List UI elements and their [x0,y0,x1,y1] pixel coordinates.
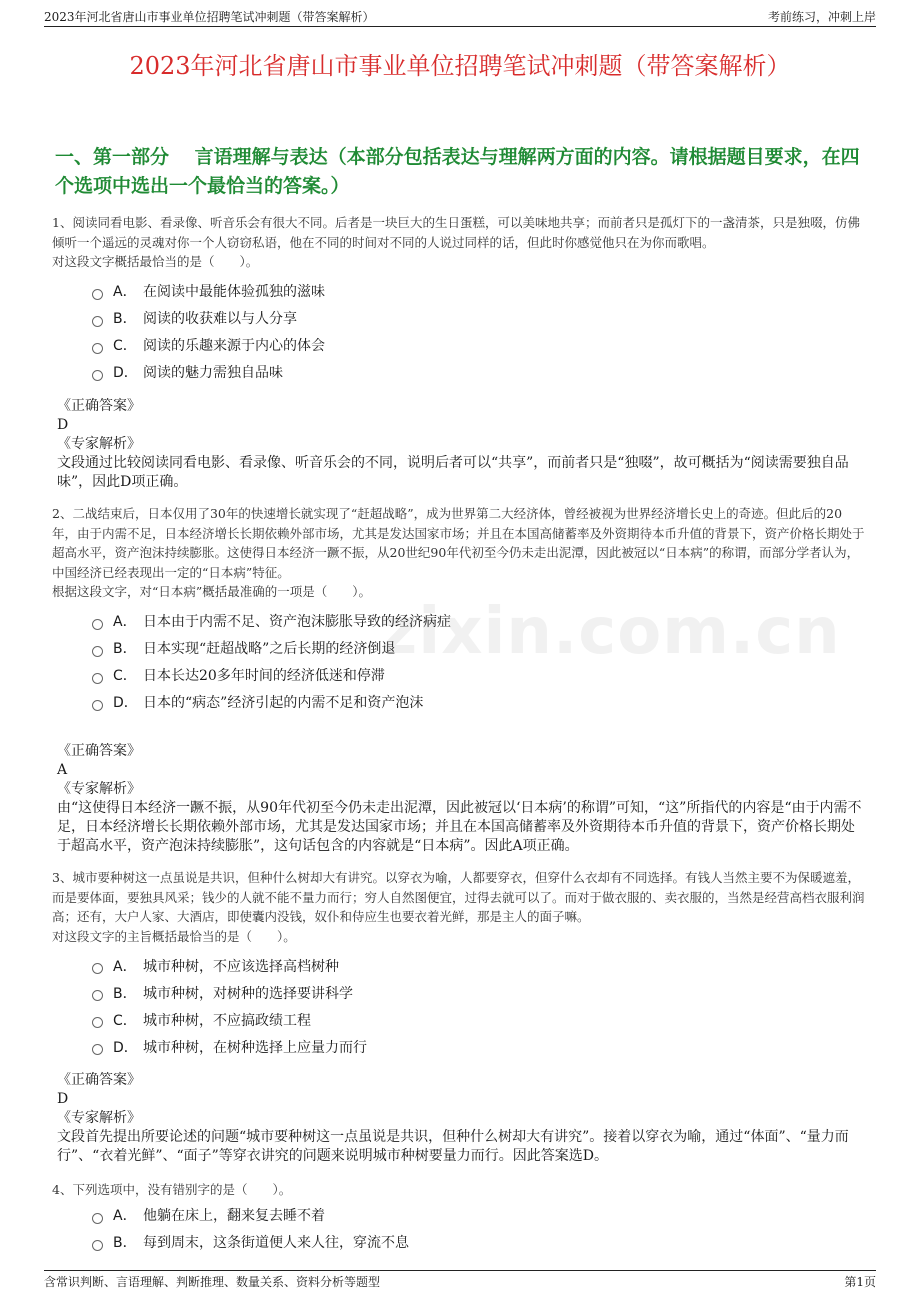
section-heading: 一、第一部分 言语理解与表达（本部分包括表达与理解两方面的内容。请根据题目要求，在四个选项中选出一个最恰当的答案。） [55,146,860,197]
option-text: 他躺在床上，翻来复去睡不着 [143,1208,325,1224]
correct-answer-value: D [57,417,69,433]
option-text: 日本实现“赶超战略”之后长期的经济倒退 [143,641,396,657]
radio-button-icon[interactable] [92,1213,103,1224]
correct-answer-label: 《正确答案》 [57,1072,141,1088]
option-b[interactable] [52,305,867,332]
page-header [44,8,876,27]
option-letter: A． [113,614,137,630]
explanation-label: 《专家解析》 [57,1110,141,1126]
answer-block-1 [57,397,867,492]
option-d[interactable] [52,359,867,386]
explanation-label: 《专家解析》 [57,781,141,797]
option-text: 日本的“病态”经济引起的内需不足和资产泡沫 [143,695,424,711]
option-c[interactable] [52,1006,867,1033]
option-text: 每到周末，这条街道便人来人往，穿流不息 [143,1235,409,1251]
option-letter: B． [113,641,137,657]
option-c[interactable] [52,332,867,359]
question-prompt: 对这段文字概括最恰当的是（ ）。 [52,254,259,269]
radio-button-icon[interactable] [92,646,103,657]
correct-answer-label: 《正确答案》 [57,398,141,414]
correct-answer-value: D [57,1091,69,1107]
header-left-text: 2023年河北省唐山市事业单位招聘笔试冲刺题（带答案解析） [44,10,375,24]
explanation-text: 文段通过比较阅读同看电影、看录像、听音乐会的不同，说明后者可以“共享”，而前者只是“独啜”，故可概括为“阅读需要独自品味”，因此D项正确。 [57,455,849,490]
option-b[interactable] [52,979,867,1006]
question-stem: 2、二战结束后，日本仅用了30年的快速增长就实现了“赶超战略”，成为世界第二大经济体，曾经被视为世界经济增长史上的奇迹。但此后的20年，由于内需不足，日本经济增长长期依赖外部市场，尤其是发达国家市场；并且在本国高储蓄率及外资期待本币升值的背景下，资产价格长期处于超高水平，资产泡沫持续膨胀。这使得日本经济一蹶不振，从20世纪90年代初至今仍未走出泥潭，因此被冠以“日本病”的称谓，而部分学者认为，中国经济已经表现出一定的“日本病”特征。 [52,506,865,580]
option-a[interactable] [52,278,867,305]
radio-button-icon[interactable] [92,370,103,381]
question-prompt: 对这段文字的主旨概括最恰当的是（ ）。 [52,928,296,944]
option-letter: D． [113,1039,138,1056]
explanation-text: 文段首先提出所要论述的问题“城市要种树这一点虽说是共识，但种什么树却大有讲究”。接着以穿衣为喻，通过“体面”、“量力而行”、“衣着光鲜”、“面子”等穿衣讲究的问题来说明城市种树要量力而行。因此答案选D。 [57,1129,849,1164]
option-letter: A． [113,958,137,975]
radio-button-icon[interactable] [92,673,103,684]
header-right-text: 考前练习，冲刺上岸 [767,10,876,24]
answer-block-3 [57,1071,867,1166]
question-4 [52,1180,867,1256]
radio-button-icon[interactable] [92,1044,103,1055]
question-stem: 4、下列选项中，没有错别字的是（ ）。 [52,1182,292,1197]
option-letter: B． [113,985,137,1002]
option-text: 在阅读中最能体验孤独的滋味 [143,284,325,300]
radio-button-icon[interactable] [92,1017,103,1028]
option-a[interactable] [52,608,867,635]
option-text: 阅读的魅力需独自品味 [143,365,283,381]
question-3 [52,868,867,1060]
option-letter: B． [113,311,137,327]
option-letter: C． [113,1012,137,1029]
option-text: 城市种树，不应该选择高档树种 [143,958,339,975]
radio-button-icon[interactable] [92,316,103,327]
option-letter: B． [113,1235,137,1251]
radio-button-icon[interactable] [92,963,103,974]
radio-button-icon[interactable] [92,343,103,354]
radio-button-icon[interactable] [92,700,103,711]
question-stem: 1、阅读同看电影、看录像、听音乐会有很大不同。后者是一块巨大的生日蛋糕，可以美味地共享；而前者只是孤灯下的一盏清茶，只是独啜，仿佛倾听一个遥远的灵魂对你一个人窃窃私语，他在不同的时间对不同的人说过同样的话，但此时你感觉他只在为你而歌唱。 [52,215,860,250]
option-list [52,1202,867,1256]
option-list [52,952,867,1060]
question-stem: 3、城市要种树这一点虽说是共识，但种什么树却大有讲究。以穿衣为喻，人都要穿衣，但穿什么衣却有不同选择。有钱人当然主要不为保暖遮羞，而是要体面，要独具风采；钱少的人就不能不量力而行；穷人自然图便宜，过得去就可以了。而对于做衣服的、卖衣服的，当然是经营高档衣服利润高；还有，大户人家、大酒店，即使囊内没钱，奴仆和侍应生也要衣着光鲜，那是主人的面子嘛。 [52,870,865,924]
option-c[interactable] [52,662,867,689]
page-footer [44,1270,876,1293]
option-letter: A． [113,284,137,300]
option-text: 日本长达20多年时间的经济低迷和停滞 [143,668,385,684]
page-number: 第1页 [844,1275,876,1289]
option-letter: C． [113,668,137,684]
option-text: 城市种树，对树种的选择要讲科学 [143,985,353,1002]
footer-left-text: 含常识判断、言语理解、判断推理、数量关系、资料分析等题型 [44,1275,381,1289]
answer-block-2 [57,742,867,856]
option-b[interactable] [52,1229,867,1256]
question-1 [52,213,867,386]
option-letter: A． [113,1208,137,1224]
option-letter: D． [113,365,138,381]
option-a[interactable] [52,1202,867,1229]
correct-answer-value: A [57,762,68,778]
explanation-label: 《专家解析》 [57,436,141,452]
question-prompt: 根据这段文字，对“日本病”概括最准确的一项是（ ）。 [52,584,372,599]
option-text: 城市种树，不应搞政绩工程 [143,1012,311,1029]
question-2 [52,504,867,716]
option-d[interactable] [52,689,867,716]
option-letter: C． [113,338,137,354]
option-text: 阅读的收获难以与人分享 [143,311,297,327]
radio-button-icon[interactable] [92,1240,103,1251]
document-title: 2023年河北省唐山市事业单位招聘笔试冲刺题（带答案解析） [129,52,791,80]
option-list [52,608,867,716]
watermark: zixin.com.cn [380,595,841,669]
option-text: 阅读的乐趣来源于内心的体会 [143,338,325,354]
correct-answer-label: 《正确答案》 [57,743,141,759]
explanation-text: 由“这使得日本经济一蹶不振，从90年代初至今仍未走出泥潭，因此被冠以‘日本病’的称谓”可知，“这”所指代的内容是“由于内需不足，日本经济增长长期依赖外部市场，尤其是发达国家市场；并且在本国高储蓄率及外资期待本币升值的背景下，资产价格长期处于超高水平，资产泡沫持续膨胀”，这句话包含的内容就是“日本病”。因此A项正确。 [57,800,862,854]
option-b[interactable] [52,635,867,662]
option-text: 日本由于内需不足、资产泡沫膨胀导致的经济病症 [143,614,451,630]
radio-button-icon[interactable] [92,990,103,1001]
radio-button-icon[interactable] [92,619,103,630]
option-a[interactable] [52,952,867,979]
option-list [52,278,867,386]
option-letter: D． [113,695,138,711]
option-d[interactable] [52,1033,867,1060]
radio-button-icon[interactable] [92,289,103,300]
option-text: 城市种树，在树种选择上应量力而行 [143,1039,367,1056]
